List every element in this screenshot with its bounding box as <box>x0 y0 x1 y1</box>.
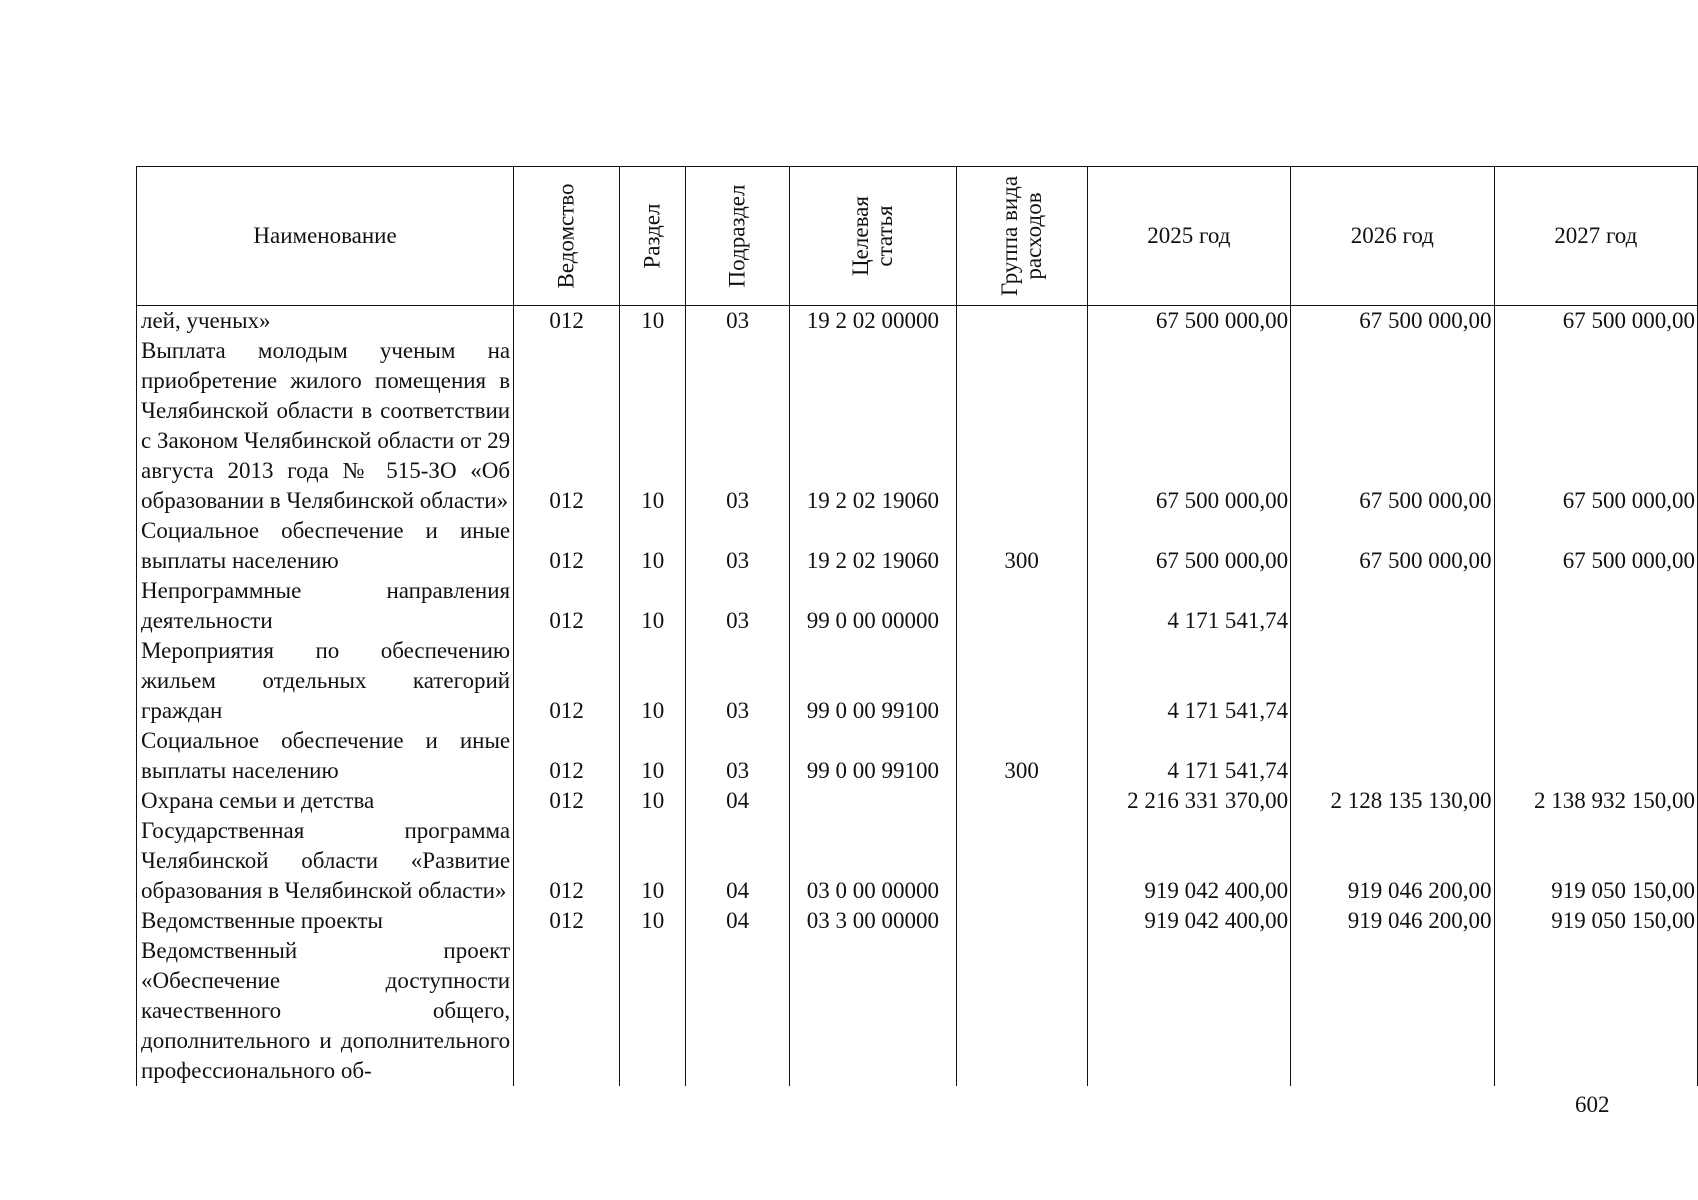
row-podrazdel: 04 <box>686 786 790 816</box>
row-razdel: 10 <box>620 786 686 816</box>
row-2025: 2 216 331 370,00 <box>1087 786 1290 816</box>
row-razdel: 10 <box>620 726 686 786</box>
row-2026 <box>1291 636 1494 726</box>
table-row <box>137 936 1698 1086</box>
row-2027 <box>1494 726 1697 786</box>
table-row <box>137 306 1698 337</box>
row-gruppa <box>956 786 1087 816</box>
page-number: 602 <box>1575 1092 1610 1117</box>
row-2027 <box>1494 636 1697 726</box>
row-name: Выплата молодым ученым на приобретение жилого помещения в Челябинской области в соответствии с Законом Челябинской области от 29 августа 2013 года № 515-ЗО «Об образовании в Челябинской области» <box>137 336 514 516</box>
row-vedomstvo: 012 <box>514 516 620 576</box>
row-vedomstvo <box>514 936 620 1086</box>
row-podrazdel: 03 <box>686 636 790 726</box>
row-2027: 67 500 000,00 <box>1494 336 1697 516</box>
row-name: Непрограммные направления деятельности <box>137 576 514 636</box>
table-row <box>137 906 1698 936</box>
header-2026: 2026 год <box>1291 167 1494 306</box>
table-header-row <box>137 167 1698 306</box>
row-2026 <box>1291 726 1494 786</box>
table-row <box>137 636 1698 726</box>
row-2026 <box>1291 576 1494 636</box>
row-razdel: 10 <box>620 636 686 726</box>
row-celevaya: 99 0 00 99100 <box>790 636 957 726</box>
row-2025: 67 500 000,00 <box>1087 336 1290 516</box>
row-vedomstvo: 012 <box>514 786 620 816</box>
row-name: Охрана семьи и детства <box>137 786 514 816</box>
row-2025: 4 171 541,74 <box>1087 576 1290 636</box>
row-celevaya: 03 3 00 00000 <box>790 906 957 936</box>
row-podrazdel <box>686 936 790 1086</box>
row-name: Мероприятия по обеспечению жильем отдельных категорий граждан <box>137 636 514 726</box>
header-celevaya: Целевая статья <box>790 167 957 306</box>
table-row <box>137 516 1698 576</box>
row-podrazdel: 04 <box>686 906 790 936</box>
header-name: Наименование <box>137 167 514 306</box>
row-podrazdel: 03 <box>686 516 790 576</box>
row-celevaya: 03 0 00 00000 <box>790 816 957 906</box>
row-2027 <box>1494 576 1697 636</box>
row-vedomstvo: 012 <box>514 816 620 906</box>
row-vedomstvo: 012 <box>514 726 620 786</box>
row-podrazdel: 03 <box>686 576 790 636</box>
header-vedomstvo: Ведомство <box>514 167 620 306</box>
table-row <box>137 726 1698 786</box>
row-celevaya: 99 0 00 99100 <box>790 726 957 786</box>
row-name: лей, ученых» <box>137 306 514 337</box>
row-vedomstvo: 012 <box>514 636 620 726</box>
row-gruppa: 300 <box>956 726 1087 786</box>
table-row <box>137 816 1698 906</box>
row-gruppa <box>956 816 1087 906</box>
row-celevaya: 19 2 02 19060 <box>790 336 957 516</box>
row-2026: 919 046 200,00 <box>1291 816 1494 906</box>
row-podrazdel: 03 <box>686 336 790 516</box>
row-2026: 67 500 000,00 <box>1291 336 1494 516</box>
row-vedomstvo: 012 <box>514 336 620 516</box>
row-2025: 67 500 000,00 <box>1087 516 1290 576</box>
row-razdel: 10 <box>620 906 686 936</box>
row-2025: 919 042 400,00 <box>1087 906 1290 936</box>
row-name: Социальное обеспечение и иные выплаты населению <box>137 516 514 576</box>
row-celevaya <box>790 786 957 816</box>
row-2027: 67 500 000,00 <box>1494 306 1697 337</box>
row-vedomstvo: 012 <box>514 306 620 337</box>
row-2025: 4 171 541,74 <box>1087 726 1290 786</box>
header-2025: 2025 год <box>1087 167 1290 306</box>
row-2026 <box>1291 936 1494 1086</box>
row-name: Государственная программа Челябинской области «Развитие образования в Челябинской области» <box>137 816 514 906</box>
row-gruppa <box>956 906 1087 936</box>
row-razdel: 10 <box>620 516 686 576</box>
row-gruppa <box>956 576 1087 636</box>
row-podrazdel: 03 <box>686 306 790 337</box>
header-2027: 2027 год <box>1494 167 1697 306</box>
row-gruppa <box>956 936 1087 1086</box>
row-2027: 919 050 150,00 <box>1494 816 1697 906</box>
row-celevaya <box>790 936 957 1086</box>
row-2027: 2 138 932 150,00 <box>1494 786 1697 816</box>
header-podrazdel: Подраздел <box>686 167 790 306</box>
budget-table <box>136 166 1698 1086</box>
row-gruppa <box>956 336 1087 516</box>
row-celevaya: 19 2 02 19060 <box>790 516 957 576</box>
row-vedomstvo: 012 <box>514 576 620 636</box>
row-2026: 67 500 000,00 <box>1291 516 1494 576</box>
row-razdel: 10 <box>620 576 686 636</box>
row-celevaya: 19 2 02 00000 <box>790 306 957 337</box>
row-2027: 67 500 000,00 <box>1494 516 1697 576</box>
table-row <box>137 576 1698 636</box>
row-2027 <box>1494 936 1697 1086</box>
row-2026: 67 500 000,00 <box>1291 306 1494 337</box>
row-razdel: 10 <box>620 336 686 516</box>
table-row <box>137 786 1698 816</box>
row-name: Ведомственные проекты <box>137 906 514 936</box>
row-2025: 4 171 541,74 <box>1087 636 1290 726</box>
row-name: Ведомственный проект «Обеспечение доступности качественного общего, дополнительного и дополнительного профессионального об- <box>137 936 514 1086</box>
row-celevaya: 99 0 00 00000 <box>790 576 957 636</box>
row-gruppa <box>956 636 1087 726</box>
row-2026: 919 046 200,00 <box>1291 906 1494 936</box>
row-2025 <box>1087 936 1290 1086</box>
row-gruppa <box>956 306 1087 337</box>
row-2026: 2 128 135 130,00 <box>1291 786 1494 816</box>
header-razdel: Раздел <box>620 167 686 306</box>
row-2025: 919 042 400,00 <box>1087 816 1290 906</box>
row-2025: 67 500 000,00 <box>1087 306 1290 337</box>
row-razdel: 10 <box>620 816 686 906</box>
table-row <box>137 336 1698 516</box>
row-name: Социальное обеспечение и иные выплаты населению <box>137 726 514 786</box>
row-razdel <box>620 936 686 1086</box>
row-razdel: 10 <box>620 306 686 337</box>
row-2027: 919 050 150,00 <box>1494 906 1697 936</box>
row-podrazdel: 04 <box>686 816 790 906</box>
row-gruppa: 300 <box>956 516 1087 576</box>
header-gruppa: Группа вида расходов <box>956 167 1087 306</box>
row-podrazdel: 03 <box>686 726 790 786</box>
row-vedomstvo: 012 <box>514 906 620 936</box>
